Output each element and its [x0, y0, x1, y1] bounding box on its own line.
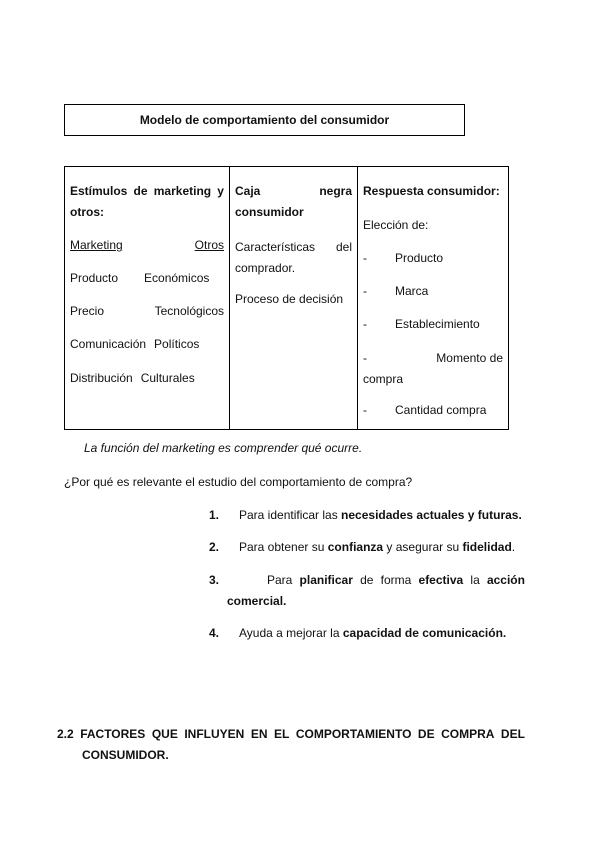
- question: ¿Por qué es relevante el estudio del comportamiento de compra?: [64, 475, 413, 489]
- decision-process: Proceso de decisión: [235, 292, 344, 306]
- stimuli-row: Comunicación Políticos: [70, 337, 200, 351]
- stimuli-row: Producto Económicos: [70, 271, 210, 285]
- stimuli-row: Precio Tecnológicos: [70, 304, 224, 318]
- reason-item: 2. Para obtener su confianza y asegurar su fidelidad.: [209, 540, 516, 554]
- stimuli-column: [65, 167, 230, 429]
- response-item: - Marca: [363, 284, 429, 298]
- model-title-box: [64, 104, 465, 136]
- reason-item: 4. Ayuda a mejorar la capacidad de comunicación.: [209, 626, 507, 640]
- response-column: [358, 167, 508, 429]
- black-box-header: Caja negra consumidor: [235, 184, 352, 219]
- reason-item: 1. Para identificar las necesidades actuales y futuras.: [209, 508, 522, 522]
- black-box-column: [230, 167, 358, 429]
- reason-item: 3. Para planificar de forma efectiva la acción comercial.: [209, 573, 525, 608]
- response-intro: Elección de:: [363, 218, 429, 232]
- response-item: - Momento de compra: [363, 351, 503, 386]
- model-title: Modelo de comportamiento del consumidor: [139, 113, 390, 127]
- consumer-model-table: [64, 166, 509, 430]
- response-item: - Cantidad compra: [363, 403, 487, 417]
- response-header: Respuesta consumidor:: [363, 184, 500, 198]
- stimuli-row: Distribución Culturales: [70, 371, 195, 385]
- buyer-characteristics: Características del comprador.: [235, 240, 352, 275]
- stimuli-subheader: Marketing Otros: [70, 238, 224, 252]
- response-item: - Producto: [363, 251, 444, 265]
- section-heading: 2.2 FACTORES QUE INFLUYEN EN EL COMPORTAMIENTO DE COMPRA DEL CONSUMIDOR.: [57, 727, 525, 762]
- caption: La función del marketing es comprender qué ocurre.: [84, 441, 363, 455]
- response-item: - Establecimiento: [363, 317, 480, 331]
- stimuli-header: Estímulos de marketing y otros:: [70, 184, 224, 219]
